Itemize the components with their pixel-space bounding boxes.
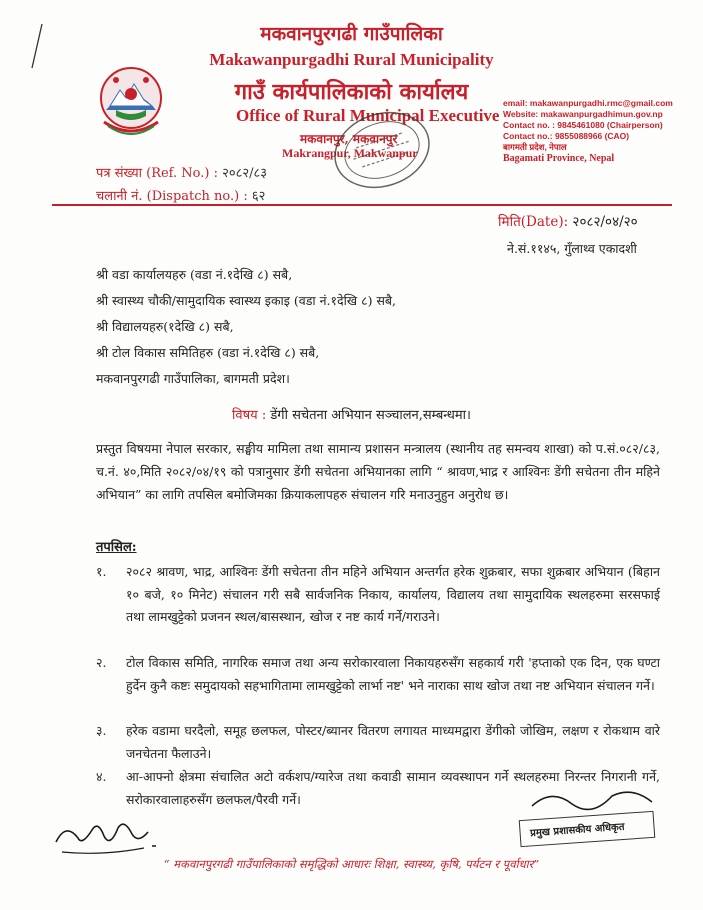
ref-value: २०८२/८३ (222, 166, 268, 181)
letter-date (498, 212, 638, 230)
item-number: ३. (96, 723, 107, 738)
officer-signature-stamp (512, 788, 662, 850)
date-label: मिति(Date): (498, 214, 573, 230)
addressee-list (96, 262, 396, 392)
nepal-sambat-date: ने.सं.११४५, गुँलाथ्व एकादशी (507, 241, 637, 256)
date-value: २०८२/०४/२० (572, 214, 638, 230)
municipality-name-nepali: मकवानपुरगढी गाउँपालिका (260, 23, 443, 45)
subject-text: डेंगी सचेतना अभियान सञ्चालन,सम्बन्धमा। (270, 408, 471, 423)
handwritten-signature (52, 812, 182, 862)
body-paragraph: प्रस्तुत विषयमा नेपाल सरकार, सङ्घीय मामिला तथा सामान्य प्रशासन मन्त्रालय (स्थानीय तह समन्वय शाखा) को प.सं.०८२/८३, च.नं. ४०,मिति २०८२/०४/१९ को पत्रानुसार डेंगी सचेतना अभियानका लागि “ श्रावण,भाद्र र आश्विनः डेंगी सचेतना तीन महिने अभियान” का लागि तपसिल बमोजिमका क्रियाकलापहरु संचालन गरि मनाउनुहुन अनुरोध छ। (96, 441, 660, 502)
stamp-text: प्रमुख प्रशासकीय अधिकृत (529, 821, 625, 840)
signature-scribble (512, 788, 662, 850)
item-text: २०८२ श्रावण, भाद्र, आश्विनः डेंगी सचेतना तीन महिने अभियान अन्तर्गत हरेक शुक्रबार, सफा शुक्रबार अभियान (बिहान १० बजे, १० मिनेट) संचालन गरी सबै सार्वजनिक निकाय, कार्यालय, विद्यालय तथा सामुदायिक स्थलहरुमा सरसफाई तथा लामखुट्टेको प्रजनन स्थल/बासस्थान, खोज र नष्ट कार्य गर्ने/गराउने। (126, 564, 660, 624)
municipality-name-english: Makawanpurgadhi Rural Municipality (209, 50, 494, 69)
reference-number (96, 163, 267, 181)
province-english: Bagamati Province, Nepal (503, 153, 615, 164)
subject-line (0, 405, 703, 423)
addressee-line: श्री स्वास्थ्य चौकी/सामुदायिक स्वास्थ्य इकाइ (वडा नं.१देखि ८) सबै, (96, 293, 397, 308)
office-name-nepali: गाउँ कार्यपालिकाको कार्यालय (234, 79, 469, 105)
tapasil-heading: तपसिल: (96, 540, 137, 555)
contact-cao: Contact no.: 9855088966 (CAO) (503, 131, 630, 141)
ref-label: पत्र संख्या (Ref. No.) : (96, 166, 223, 181)
dispatch-number (96, 186, 265, 204)
addressee-line: श्री विद्यालयहरु(१देखि ८) सबै, (96, 319, 234, 334)
address-english: Makrangpur, Makwanpur (282, 146, 418, 160)
dispatch-label: चलानी नं. (Dispatch no.) : (96, 189, 252, 204)
item-number: २. (96, 655, 107, 670)
addressee-line: श्री वडा कार्यालयहरु (वडा नं.१देखि ८) सबै, (96, 267, 293, 282)
email-text: email: makawanpurgadhi.rmc@gmail.com (503, 98, 673, 108)
list-item (96, 561, 660, 629)
address-nepali: मकवानपुर, मकवानपुर (300, 132, 398, 146)
contact-chairperson: Contact no. : 9845461080 (Chairperson) (503, 120, 663, 130)
header-divider (52, 204, 672, 206)
office-name-english: Office of Rural Municipal Executive (236, 106, 500, 125)
item-number: १. (96, 564, 107, 579)
addressee-line: मकवानपुरगढी गाउँपालिका, बागमती प्रदेश। (96, 371, 290, 386)
subject-label: विषय : (232, 408, 271, 423)
item-text: टोल विकास समिति, नागरिक समाज तथा अन्य सरोकारवाला निकायहरुसँग सहकार्य गरी 'हप्ताको एक दिन, एक घण्टा हुर्देन कुनै कष्टः समुदायको सहभागितामा लामखुट्टेको लार्भा नष्ट' भने नाराका साथ खोज तथा नष्ट अभियान संचालन गर्ने। (126, 655, 660, 693)
province-nepali: बागमती प्रदेश, नेपाल (503, 142, 567, 152)
item-text: हरेक वडामा घरदैलो, समूह छलफल, पोस्टर/ब्यानर वितरण लगायत माध्यमद्वारा डेंगीको जोखिम, लक्षण र रोकथाम वारे जनचेतना फैलाउने। (126, 723, 660, 761)
item-number: ४. (96, 769, 107, 784)
list-item (96, 720, 660, 765)
website-text: Website: makawanpurgadhimun.gov.np (503, 109, 663, 119)
item-text: आ-आफ्नो क्षेत्रमा संचालित अटो वर्कशप/ग्यारेज तथा कवाडी सामान व्यवस्थापन गर्ने स्थलहरुमा निरन्तर निगरानी गर्ने, सरोकारवालाहरुसँग छलफल/पैरवी गर्ने। (126, 769, 660, 807)
list-item (96, 652, 660, 697)
office-stamp (322, 100, 442, 200)
contact-block (503, 98, 673, 164)
footer-slogan: “ मकवानपुरगढी गाउँपालिकाको समृद्धिको आधारः शिक्षा, स्वास्थ्य, कृषि, पर्यटन र पूर्वाधार” (163, 857, 540, 871)
addressee-line: श्री टोल विकास समितिहरु (वडा नं.१देखि ८) सबै, (96, 345, 320, 360)
dispatch-value: ६२ (251, 189, 266, 204)
